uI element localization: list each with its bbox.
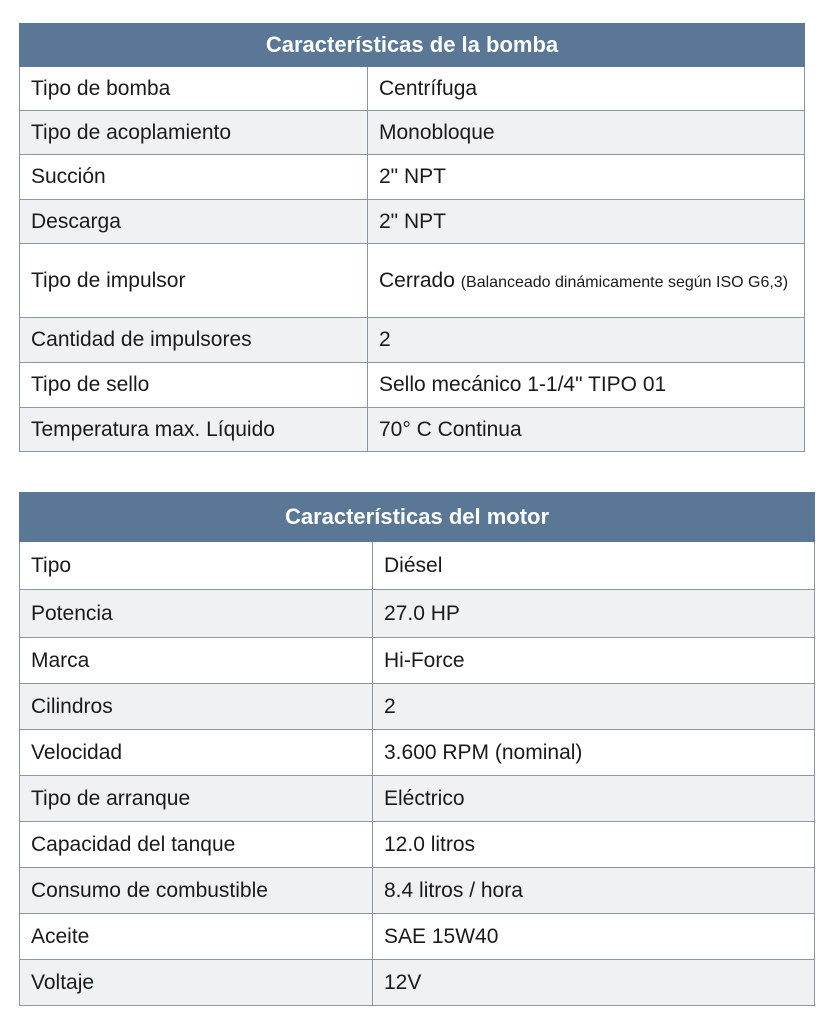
spec-label: Capacidad del tanque [20, 822, 373, 868]
spec-value: Eléctrico [373, 776, 815, 822]
table-row [20, 363, 805, 408]
table-row [20, 67, 805, 111]
spec-label: Tipo de sello [20, 363, 368, 408]
table-row [20, 914, 815, 960]
spec-label: Temperatura max. Líquido [20, 408, 368, 452]
table-row [20, 408, 805, 452]
spec-value: Monobloque [368, 111, 805, 155]
spec-value: 12.0 litros [373, 822, 815, 868]
spec-value: Diésel [373, 542, 815, 590]
spec-value: Hi-Force [373, 638, 815, 684]
spec-value: 2 [368, 318, 805, 363]
motor-specs-table [19, 492, 815, 1006]
pump-table-title: Características de la bomba [20, 24, 805, 67]
spec-label: Cantidad de impulsores [20, 318, 368, 363]
table-row [20, 822, 815, 868]
spec-value: 8.4 litros / hora [373, 868, 815, 914]
spec-value: 2 [373, 684, 815, 730]
table-row [20, 776, 815, 822]
table-row [20, 684, 815, 730]
spec-label: Descarga [20, 200, 368, 244]
spec-value: 2" NPT [368, 155, 805, 200]
spec-label: Voltaje [20, 960, 373, 1006]
table-row [20, 111, 805, 155]
spec-label: Aceite [20, 914, 373, 960]
pump-specs-table [19, 23, 805, 452]
spec-label: Tipo [20, 542, 373, 590]
table-row [20, 244, 805, 318]
table-row [20, 318, 805, 363]
table-row [20, 542, 815, 590]
spec-label: Marca [20, 638, 373, 684]
spec-value: 27.0 HP [373, 590, 815, 638]
spec-label: Velocidad [20, 730, 373, 776]
table-row [20, 868, 815, 914]
spec-value: SAE 15W40 [373, 914, 815, 960]
spec-label: Tipo de bomba [20, 67, 368, 111]
table-row [20, 200, 805, 244]
spec-value: Centrífuga [368, 67, 805, 111]
spec-value: Cerrado [379, 268, 455, 292]
table-row [20, 638, 815, 684]
spec-value: 3.600 RPM (nominal) [373, 730, 815, 776]
spec-value-cell [368, 244, 805, 318]
spec-label: Tipo de arranque [20, 776, 373, 822]
spec-value: Sello mecánico 1-1/4" TIPO 01 [368, 363, 805, 408]
spec-label: Tipo de impulsor [20, 244, 368, 318]
spec-value: 12V [373, 960, 815, 1006]
spec-label: Potencia [20, 590, 373, 638]
pump-table-header-row [20, 24, 805, 67]
spec-label: Consumo de combustible [20, 868, 373, 914]
spec-value: 70° C Continua [368, 408, 805, 452]
spec-label: Tipo de acoplamiento [20, 111, 368, 155]
motor-table-title: Características del motor [20, 493, 815, 542]
motor-table-header-row [20, 493, 815, 542]
table-row [20, 590, 815, 638]
table-row [20, 960, 815, 1006]
table-row [20, 730, 815, 776]
spec-note: (Balanceado dinámicamente según ISO G6,3) [460, 273, 789, 291]
table-row [20, 155, 805, 200]
spec-label: Cilindros [20, 684, 373, 730]
spec-label: Succión [20, 155, 368, 200]
spec-value: 2" NPT [368, 200, 805, 244]
